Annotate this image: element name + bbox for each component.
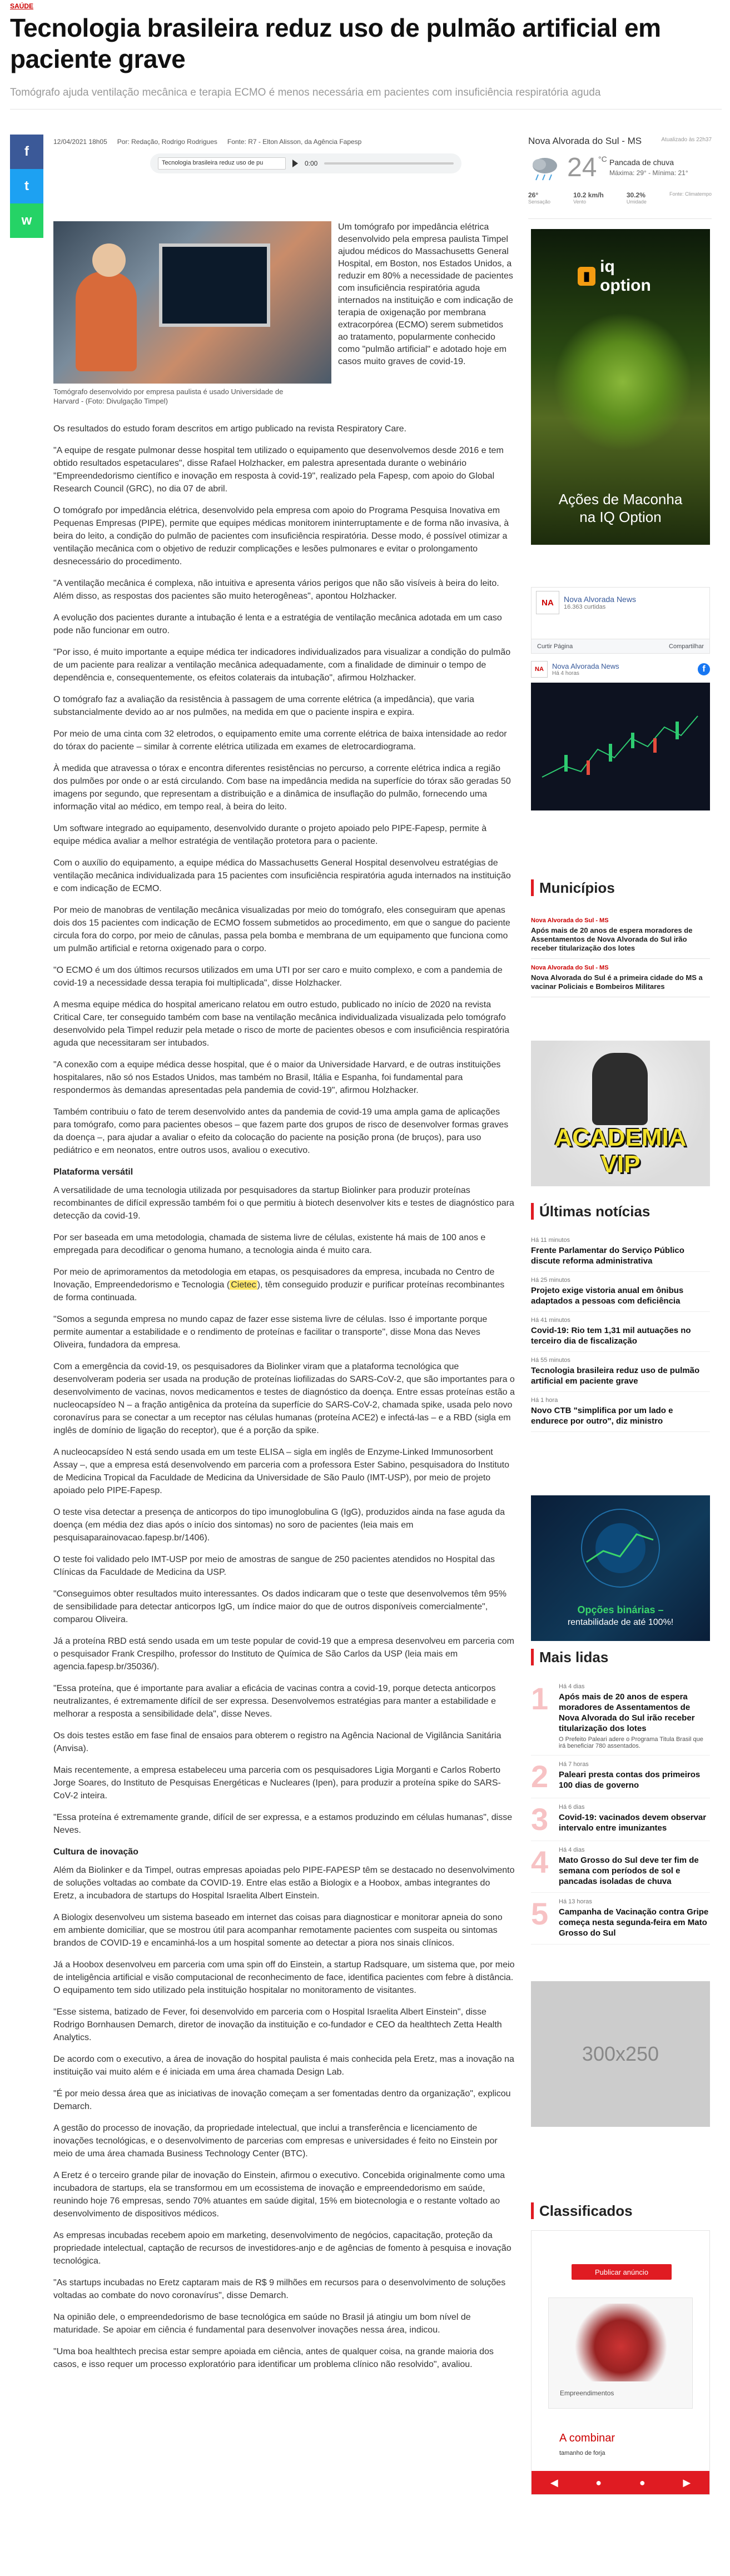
rank-number: 4 [531, 1844, 549, 1879]
post-time: Há 4 horas [552, 670, 579, 677]
municipios-title: Municípios [531, 879, 615, 896]
page-info [564, 595, 636, 610]
page-title: Tecnologia brasileira reduz uso de pulmão artificial em paciente grave [10, 13, 661, 73]
rank-number: 1 [531, 1681, 549, 1716]
facebook-share-button[interactable] [10, 135, 43, 169]
dot-icon[interactable]: ● [639, 2476, 645, 2488]
section-subtitle: Cultura de inovação [53, 1847, 138, 1857]
list-item[interactable] [531, 912, 710, 959]
news-item[interactable] [531, 1232, 710, 1272]
news-time: Há 25 minutos [531, 1277, 570, 1284]
paragraph: O teste visa detectar a presença de anticorpos do tipo imunoglobulina G (IgG), produzidos ainda na fase aguda da doença (em média dez dias após o início dos sintomas) no soro de pacientes (leia mais em pesquisaparainovacao.fapesp.br/1406). [53, 1508, 505, 1543]
weather-stat-label: Umidade [626, 199, 647, 205]
news-time: Há 1 hora [531, 1397, 558, 1404]
ranked-item[interactable] [531, 1756, 710, 1798]
highlighted-text: Cietec [231, 1280, 256, 1290]
item-time: Há 4 dias [559, 1847, 585, 1853]
audio-player [150, 153, 461, 173]
item-title[interactable]: Mato Grosso do Sul deve ter fim de semana com períodos de sol e pancadas isoladas de chuva [559, 1856, 699, 1886]
item-title[interactable]: Campanha de Vacinação contra Gripe começa nesta segunda-feira em Mato Grosso do Sul [559, 1907, 709, 1938]
fb-post [531, 659, 710, 679]
item-time: Há 13 horas [559, 1898, 592, 1905]
news-item[interactable] [531, 1392, 710, 1432]
paragraph: Já a Hoobox desenvolveu em parceria com uma spin off do Einstein, a startup Radsquare, um sistema que, por meio de inteligência artificial e visão computacional de reconhecimento de face, identifica pacientes com febre à distância. O equipamento tem sido utilizado pela instituição hospitalar no monitoramento de visitantes. [53, 1960, 515, 1995]
paragraph: "Essa proteína é extremamente grande, difícil de ser expressa, e a estamos produzindo em células humanas", disse Neves. [53, 1813, 513, 1835]
paragraph: "A ventilação mecânica é complexa, não intuitiva e apresenta vários perigos que não são visíveis à beira do leito. Além disso, as respostas dos pacientes são muito heterogêneas", apontou Holzhacker. [53, 579, 499, 601]
paragraph: Mais recentemente, a empresa estabeleceu uma parceria com os pesquisadores Ligia Morganti e Carlos Roberto Jorge Soares, do Instituto de Pesquisas Energéticas e Nucleares (Ipen), para produzir a proteína spike do SARS-CoV-2 inteira. [53, 1766, 501, 1801]
text-span: Por meio de aprimoramentos da metodologia em etapas, os pesquisadores da empresa, incubada no Centro de Inovação, Empreendedorismo e Tecnologia ( [53, 1267, 495, 1290]
play-icon[interactable] [292, 160, 298, 167]
news-item[interactable] [531, 1312, 710, 1352]
news-item[interactable] [531, 1352, 710, 1392]
paragraph: A nucleocapsídeo N está sendo usada em um teste ELISA – sigla em inglês de Enzyme-Linked Immunosorbent Assay –, que a empresa está desenvolvendo em parceria com a professora Ester Sabino, pesquisadora do Instituto de Medicina Tropical da Faculdade de Medicina da Universidade de São Paulo (IMT-USP), por meio de projeto apoiado pelo PIPE-Fapesp. [53, 1448, 510, 1495]
ranked-content [559, 1898, 710, 1938]
item-tag: Nova Alvorada do Sul - MS [531, 917, 609, 924]
news-title[interactable]: Frente Parlamentar do Serviço Público discute reforma administrativa [531, 1246, 684, 1266]
paragraph: O tomógrafo por impedância elétrica, desenvolvido pela empresa com apoio do Programa Pesquisa Inovativa em Pequenas Empresas (PIPE), permite que equipes médicas monitorem ininterruptamente e de forma não invasiva, à beira do leito, a condição do pulmão de pacientes com insuficiência respiratória. Desse modo, é possível otimizar a ventilação mecânica com o objetivo de reduzir complicações e lesões pulmonares e evitar o prolongamento desnecessário do procedimento. [53, 506, 509, 566]
paragraph: "A equipe de resgate pulmonar desse hospital tem utilizado o equipamento que desenvolvemos desde 2016 e tem obtido resultados espetaculares", disse Rafael Holzhacker, em palestra apresentada durante o webinário "Empreendedorismo científico e inovação em resposta à covid-19", realizado pela Fapesp, com apoio do Global Research Council (GRC), no dia 07 de abril. [53, 446, 504, 494]
author: Por: Redação, Rodrigo Rodrigues [117, 138, 217, 146]
item-title[interactable]: Covid-19: vacinados devem observar intervalo entre imunizantes [559, 1813, 707, 1833]
trading-chart-graphic [531, 683, 710, 810]
image-head [92, 243, 126, 277]
publish-ad-button[interactable]: Publicar anúncio [572, 2264, 672, 2280]
post-author[interactable]: Nova Alvorada News [552, 662, 619, 670]
facebook-icon: f [698, 663, 710, 675]
share-page-button[interactable]: Compartilhar [669, 643, 704, 650]
ad-graphic [531, 1495, 710, 1601]
item-time: Há 4 dias [559, 1683, 585, 1690]
like-page-button[interactable]: Curtir Página [537, 643, 573, 650]
ad-line: na IQ Option [579, 509, 662, 525]
rank-number: 3 [531, 1802, 549, 1837]
paragraph: Por meio de manobras de ventilação mecânica visualizadas por meio do tomógrafo, eles conseguiram que apenas dois dos 15 pacientes com indicação de ECMO fossem submetidos ao procedimento, em que o sangue do paciente circula fora do corpo, por meio de cânulas, passa pela bomba e membrana de um equipamento que funciona como um pulmão artificial e retorna oxigenado para o corpo. [53, 906, 510, 953]
paragraph: "Somos a segunda empresa no mundo capaz de fazer esse sistema livre de células. Isso é importante porque permite aumentar a estabilidade e o rendimento de proteínas e facilitar o transporte", disse Mona das Neves Oliveira, fundadora da empresa. [53, 1315, 488, 1350]
classificados-title: Classificados [531, 2202, 633, 2219]
municipios-list [531, 912, 710, 997]
ranked-item[interactable] [531, 1841, 710, 1893]
image-caption: Tomógrafo desenvolvido por empresa paulista é usado Universidade de Harvard - (Foto: Divulgação Timpel) [53, 387, 284, 405]
paragraph: O tomógrafo faz a avaliação da resistência à passagem de uma corrente elétrica (a impedância), que varia substancialmente devido ao ar nos pulmões, na medida em que o paciente inspira e expira. [53, 695, 474, 717]
item-title[interactable]: Após mais de 20 anos de espera moradores de Assentamentos de Nova Alvorada do Sul irão receber titularização dos lotes [531, 926, 693, 952]
classified-image [571, 2304, 671, 2381]
weather-stat-value: 10.2 km/h [573, 191, 604, 199]
rank-number: 2 [531, 1759, 549, 1794]
classified-price: A combinar [559, 2432, 615, 2444]
paragraph: A versatilidade de uma tecnologia utilizada por pesquisadores da startup Biolinker para produzir proteínas recombinantes de difícil expressão também foi o que permitiu à biotech desenvolver kits e testes de diagnóstico para detecção da covid-19. [53, 1186, 514, 1221]
paragraph: "Conseguimos obter resultados muito interessantes. Os dados indicaram que o teste que desenvolvemos têm 95% de sensibilidade para detectar anticorpos IgG, um índice maior do que de outros disponíveis comercialmente", comparou Oliveira. [53, 1589, 507, 1624]
rank-number: 5 [531, 1896, 549, 1931]
classified-card[interactable] [548, 2297, 693, 2409]
paragraph: "É por meio dessa área que as iniciativas de inovação começam a ser fomentadas dentro da organização", explicou Demarch. [53, 2089, 511, 2111]
paragraph: "O ECMO é um dos últimos recursos utilizados em uma UTI por ser caro e muito complexo, e com a pandemia de covid-19 a necessidade dessa terapia foi multiplicada", disse Holzhacker. [53, 966, 503, 988]
paragraph: A Biologix desenvolveu um sistema baseado em internet das coisas para diagnosticar e monitorar apneia do sono em ambiente domiciliar, que se mostrou útil para acompanhar remotamente pacientes com suspeita ou sintomas brandos de COVID-19 e encaminhá-los a um hospital somente ao detectar a piora nos sinais clínicos. [53, 1913, 503, 1948]
mais-lidas-title: Mais lidas [531, 1649, 608, 1665]
carousel-nav [532, 2471, 709, 2494]
classificados-box [531, 2230, 710, 2495]
paragraph: A Eretz é o terceiro grande pilar de inovação do Einstein, afirmou o executivo. Concebida originalmente como uma incubadora de startups, ela se transformou em um ecossistema de inovação e empreendedorismo em saúde, reunindo hoje 76 empresas, sendo 70% atuantes em saúde digital, 15% em biotecnologia e o restante voltado ao desenvolvimento de dispositivos médicos. [53, 2171, 505, 2219]
paragraph: "A conexão com a equipe médica desse hospital, que é o maior da Universidade Harvard, e de outras instituições hospitalares, não só nos Estados Unidos, mas também no Brasil, Itália e Espanha, foi fundamental para respondermos às demandas apresentadas pela pandemia de covid-19", afirmou Holzhacker. [53, 1060, 501, 1095]
twitter-share-button[interactable] [10, 169, 43, 203]
item-title[interactable]: Paleari presta contas dos primeiros 100 dias de governo [559, 1770, 701, 1790]
facebook-page-box [531, 587, 710, 654]
paragraph: Por ser baseada em uma metodologia, chamada de sistema livre de células, existente há mais de 100 anos e empregada para decodificar o genoma humano, a tecnologia ainda é muito cara. [53, 1233, 486, 1255]
article-body [53, 422, 515, 2380]
ranked-content [559, 1847, 710, 1887]
ad-text [531, 490, 710, 526]
iq-logo [578, 257, 667, 295]
paragraph: "Essa proteína, que é importante para avaliar a eficácia de vacinas contra a covid-19, porque detecta anticorpos neutralizantes, é extremamente difícil de ser expressa. Desenvolvemos estratégias para manter a estabilidade e melhorar a resposta a sensibilidade dela", disse Neves. [53, 1684, 496, 1719]
ultimas-list [531, 1232, 710, 1432]
iq-option-ad[interactable] [531, 229, 710, 545]
article-meta [53, 136, 515, 148]
paragraph: Os dois testes estão em fase final de ensaios para obterem o registro na Agência Nacional de Vigilância Sanitária (Anvisa). [53, 1731, 501, 1753]
weather-stat-label: Sensação [528, 199, 551, 205]
paragraph: Já a proteína RBD está sendo usada em um teste popular de covid-19 que a empresa desenvolveu em parceria com o pesquisador Frank Crespilho, professor do Instituto de Química de São Carlos da USP (leia mais em agencia.fapesp.br/35036/). [53, 1637, 514, 1672]
ranked-content [559, 1683, 710, 1749]
source: Fonte: R7 - Elton Alisson, da Agência Fapesp [227, 138, 362, 146]
ad-line: rentabilidade de até 100%! [567, 1618, 674, 1627]
paragraph: A mesma equipe médica do hospital americano relatou em outro estudo, publicado no início de 2020 na revista Critical Care, ter conseguido também com base na ventilação mecânica individualizada visualizada pelo tomógrafo desenvolvido pela Timpel reduzir pela metade o risco de morte de pacientes obesos e com insuficiência respiratória aguda que necessitaram ser intubados. [53, 1000, 509, 1048]
paragraph [53, 1266, 515, 1304]
paragraph: Além da Biolinker e da Timpel, outras empresas apoiadas pelo PIPE-FAPESP têm se destacado no desenvolvimento de soluções voltadas ao combate da COVID-19. Entre elas estão a Biologix e a Hoobox, ambas integrantes do Eretz, a incubadora de startups do Hospital Israelita Albert Einstein. [53, 1866, 515, 1901]
weather-stat [627, 191, 647, 205]
iq-icon: ▮ [578, 267, 595, 286]
item-tag: Nova Alvorada do Sul - MS [531, 964, 609, 971]
news-title[interactable]: Projeto exige vistoria anual em ônibus adaptados a pessoas com deficiência [531, 1286, 684, 1306]
weather-unit: °C [598, 155, 607, 163]
category-label[interactable]: SAÚDE [10, 2, 34, 10]
ad-line: VIP [600, 1151, 640, 1178]
ranked-content [559, 1761, 710, 1792]
twitter-icon: t [24, 178, 29, 193]
news-title[interactable]: Novo CTB "simplifica por um lado e endurece por outro", diz ministro [531, 1406, 673, 1426]
paragraph: Com a emergência da covid-19, os pesquisadores da Biolinker viram que a plataforma tecnológica que desenvolveram poderia ser usada na produção de proteínas liofilizadas do SARS-CoV-2, que são importantes para o desenvolvimento de vacinas, novos medicamentos e testes de diagnóstico da doença. Entre essas proteínas estão a nucleocapsídeo N – a fração antigênica da proteína da superfície do SARS-CoV-2, chamada spike, usada pelo novo coronavírus para se conectar a um receptor nas células humanas (proteína ACE2) e infectá-las – e a RBD (sigla em inglês de domínio de ligação do receptor), que é a porção da spike. [53, 1362, 515, 1435]
item-time: Há 7 horas [559, 1761, 589, 1768]
fb-page-header [536, 591, 636, 614]
weather-minmax: Máxima: 29° - Mínima: 21° [609, 169, 688, 177]
paragraph: A evolução dos pacientes durante a intubação é lenta e a estratégia de ventilação mecânica adotada em um caso pode não funcionar em outro. [53, 613, 502, 635]
item-time: Há 6 dias [559, 1804, 585, 1811]
news-title[interactable]: Tecnologia brasileira reduz uso de pulmão artificial em paciente grave [531, 1366, 700, 1386]
paragraph: "Uma boa healthtech precisa estar sempre apoiada em ciência, antes de qualquer coisa, na grande maioria dos casos, e isso requer um processo exploratório para identificar um problema clínico não resolvido", avaliou. [53, 2347, 494, 2369]
paragraph: "Por isso, é muito importante a equipe médica ter indicadores individualizados para visualizar a condição do pulmão de um paciente para realizar a ventilação mecânica adequadamente, com a finalidade de diminuir o tempo de dependência e, consequentemente, os efeitos colaterais da intubação", afirmou Holzhacker. [53, 648, 511, 683]
ad-figure [592, 1053, 648, 1125]
article-intro: Um tomógrafo por impedância elétrica desenvolvido pela empresa paulista Timpel ajudou médicos do Massachusetts General Hospital, em Boston, nos Estados Unidos, a reduzir em 80% a necessidade de pacientes com insuficiência respiratória aguda internados na instituição e com indicação de terapia de oxigenação por membrana extracorpórea (ECMO) serem submetidos ao tratamento, popularmente conhecido como "pulmão artificial" e adotado hoje em casos muito graves de covid-19. [338, 222, 513, 366]
ad-line: Opções binárias – [577, 1604, 664, 1615]
paragraph: À medida que atravessa o tórax e encontra diferentes resistências no percurso, a corrente elétrica indica a região dos pulmões por onde o ar está circulando. Com base na impedância medida na superfície do tórax são geradas 50 imagens por segundo, que representam a distribuição e a dinâmica de insuflação do pulmão, fornecendo uma informação vital ao médico, em tempo real, à beira do leito. [53, 764, 511, 812]
weather-updated: Atualizado às 22h37 [661, 137, 712, 143]
dot-icon[interactable]: ● [595, 2476, 602, 2488]
news-time: Há 11 minutos [531, 1237, 570, 1244]
weather-stat-value: 26° [528, 191, 539, 199]
weather-stats [528, 191, 712, 205]
paragraph: Um software integrado ao equipamento, desenvolvido durante o projeto apoiado pelo PIPE-Fapesp, permite à equipe médica avaliar a melhor estratégia de ventilação protetora para o paciente. [53, 824, 487, 846]
section-subtitle: Plataforma versátil [53, 1167, 133, 1177]
audio-title: Tecnologia brasileira reduz uso de pu [158, 157, 286, 170]
paragraph: "Esse sistema, batizado de Fever, foi desenvolvido em parceria com o Hospital Israelita Albert Einstein", disse Rodrigo Bornhausen Demarch, diretor de inovação da instituição e co-fundador e CEO da healthtech Zetta Health Analytics. [53, 2007, 502, 2042]
audio-time: 0:00 [305, 160, 318, 167]
weather-stat-label: Vento [573, 199, 587, 205]
weather-stat [528, 191, 550, 205]
weather-widget [528, 136, 712, 219]
mais-lidas-list [531, 1678, 710, 1945]
weather-stat-label: Fonte: Climatempo [669, 191, 712, 197]
weather-desc: Pancada de chuva [609, 158, 674, 167]
leaf-image [553, 312, 692, 451]
share-bar [10, 135, 43, 238]
fb-actions [532, 639, 709, 653]
article-image [53, 221, 331, 384]
paragraph: Os resultados do estudo foram descritos em artigo publicado na revista Respiratory Care. [53, 424, 406, 434]
classified-hint: tamanho de forja [559, 2450, 605, 2456]
audio-progress-slider[interactable] [324, 162, 454, 165]
trading-chart-ad[interactable] [531, 683, 710, 810]
academia-vip-ad[interactable] [531, 1041, 710, 1186]
item-extra: O Prefeito Paleari adere o Programa Titula Brasil que irá beneficiar 780 assentados. [559, 1736, 703, 1749]
ranked-content [559, 1804, 710, 1835]
publish-date: 12/04/2021 18h05 [53, 138, 107, 146]
page-logo[interactable]: NA [536, 591, 559, 614]
image-monitor [159, 243, 270, 327]
binary-options-ad[interactable] [531, 1495, 710, 1641]
whatsapp-icon: w [21, 213, 32, 228]
weather-stat [669, 191, 712, 205]
article-subtitle: Tomógrafo ajuda ventilação mecânica e terapia ECMO é menos necessária em pacientes com insuficiência respiratória aguda [10, 87, 601, 98]
paragraph: De acordo com o executivo, a área de inovação do hospital paulista é mais conhecida pela Eretz, mas a inovação na instituição vai muito além e é iniciada em uma área chamada Design Lab. [53, 2055, 514, 2077]
item-title[interactable]: Nova Alvorada do Sul é a primeira cidade do MS a vacinar Policiais e Bombeiros Militares [531, 973, 703, 991]
divider [10, 109, 722, 110]
rain-cloud-icon [528, 152, 562, 183]
ad-placeholder[interactable]: 300x250 [531, 1981, 710, 2127]
paragraph: "As startups incubadas no Eretz captaram mais de R$ 9 milhões em recursos para o desenvolvimento de soluções voltadas ao combate do novo coronavírus", disse Demarch. [53, 2278, 506, 2300]
page-likes: 16.363 curtidas [564, 604, 606, 610]
ranked-item[interactable] [531, 1893, 710, 1945]
paragraph: Na opinião dele, o empreendedorismo de base tecnológica em saúde no Brasil já atingiu um bom nível de maturidade. Se apoiar em ciência é fundamental para desenvolver inovações nessa área, indicou. [53, 2313, 471, 2335]
next-icon[interactable]: ▶ [683, 2476, 691, 2488]
ranked-item[interactable] [531, 1798, 710, 1841]
weather-city: Nova Alvorada do Sul - MS [528, 136, 642, 146]
page-name[interactable]: Nova Alvorada News [564, 595, 636, 604]
post-logo: NA [531, 661, 548, 678]
ad-line: ACADEMIA [554, 1124, 687, 1151]
prev-icon[interactable]: ◀ [550, 2476, 558, 2488]
text-span: ), têm conseguido produzir e purificar proteínas recombinantes de forma continuada. [53, 1280, 505, 1302]
news-title[interactable]: Covid-19: Rio tem 1,31 mil autuações no terceiro dia de fiscalização [531, 1326, 691, 1346]
post-info [552, 662, 619, 677]
news-time: Há 55 minutos [531, 1357, 570, 1364]
weather-stat [573, 191, 604, 205]
ranked-item[interactable] [531, 1678, 710, 1756]
paragraph: As empresas incubadas recebem apoio em marketing, desenvolvimento de negócios, capacitação, proteção da propriedade intelectual, captação de recursos de investidores-anjo e de agências de fomento à pesquisa e inovação tecnológica. [53, 2231, 512, 2266]
ad-line: Ações de Maconha [558, 491, 683, 508]
image-person [76, 271, 137, 371]
news-item[interactable] [531, 1272, 710, 1312]
ad-brand: iq option [600, 257, 651, 295]
facebook-icon: f [24, 144, 29, 159]
paragraph: Por meio de uma cinta com 32 eletrodos, o equipamento emite uma corrente elétrica de baixa intensidade ao redor do tórax do paciente – similar à corrente elétrica utilizada em exames de eletrocardiograma. [53, 729, 507, 752]
weather-temp: 24 [567, 153, 597, 182]
list-item[interactable] [531, 959, 710, 997]
paragraph: O teste foi validado pelo IMT-USP por meio de amostras de sangue de 250 pacientes atendidos no Hospital das Clínicas da Faculdade de Medicina da USP. [53, 1555, 495, 1577]
classified-title: Empreendimentos [560, 2389, 614, 2397]
paragraph: Com o auxílio do equipamento, a equipe médica do Massachusetts General Hospital desenvolveu estratégias de ventilação mecânica individualizada para 15 pacientes com insuficiência respiratória aguda internados na instituição e com indicação de ECMO. [53, 858, 511, 893]
article-figure [53, 221, 331, 406]
weather-stat-value: 30.2% [626, 191, 645, 199]
paragraph: Também contribuiu o fato de terem desenvolvido antes da pandemia de covid-19 uma ampla gama de aplicações para tomógrafo, como para pacientes obesos – que fazem parte dos grupos de risco de desenvolver formas graves da doença –, para ajudar a avaliar o efeito da colocação do paciente na posição prona (de bruços), para uso pediátrico e em neonatos, entre outros usos, avaliou o executivo. [53, 1107, 509, 1155]
whatsapp-share-button[interactable] [10, 203, 43, 238]
news-time: Há 41 minutos [531, 1317, 570, 1324]
paragraph: A gestão do processo de inovação, da propriedade intelectual, que inclui a transferência e licenciamento de inovações tecnológicas, e o desenvolvimento de parcerias com empresas e universidades é feito no Einstein por meio de uma área chamada Business Technology Center (BTC). [53, 2124, 498, 2159]
item-title[interactable]: Após mais de 20 anos de espera moradores de Assentamentos de Nova Alvorada do Sul irão receber titularização dos lotes [559, 1692, 695, 1733]
ultimas-title: Últimas notícias [531, 1203, 650, 1220]
